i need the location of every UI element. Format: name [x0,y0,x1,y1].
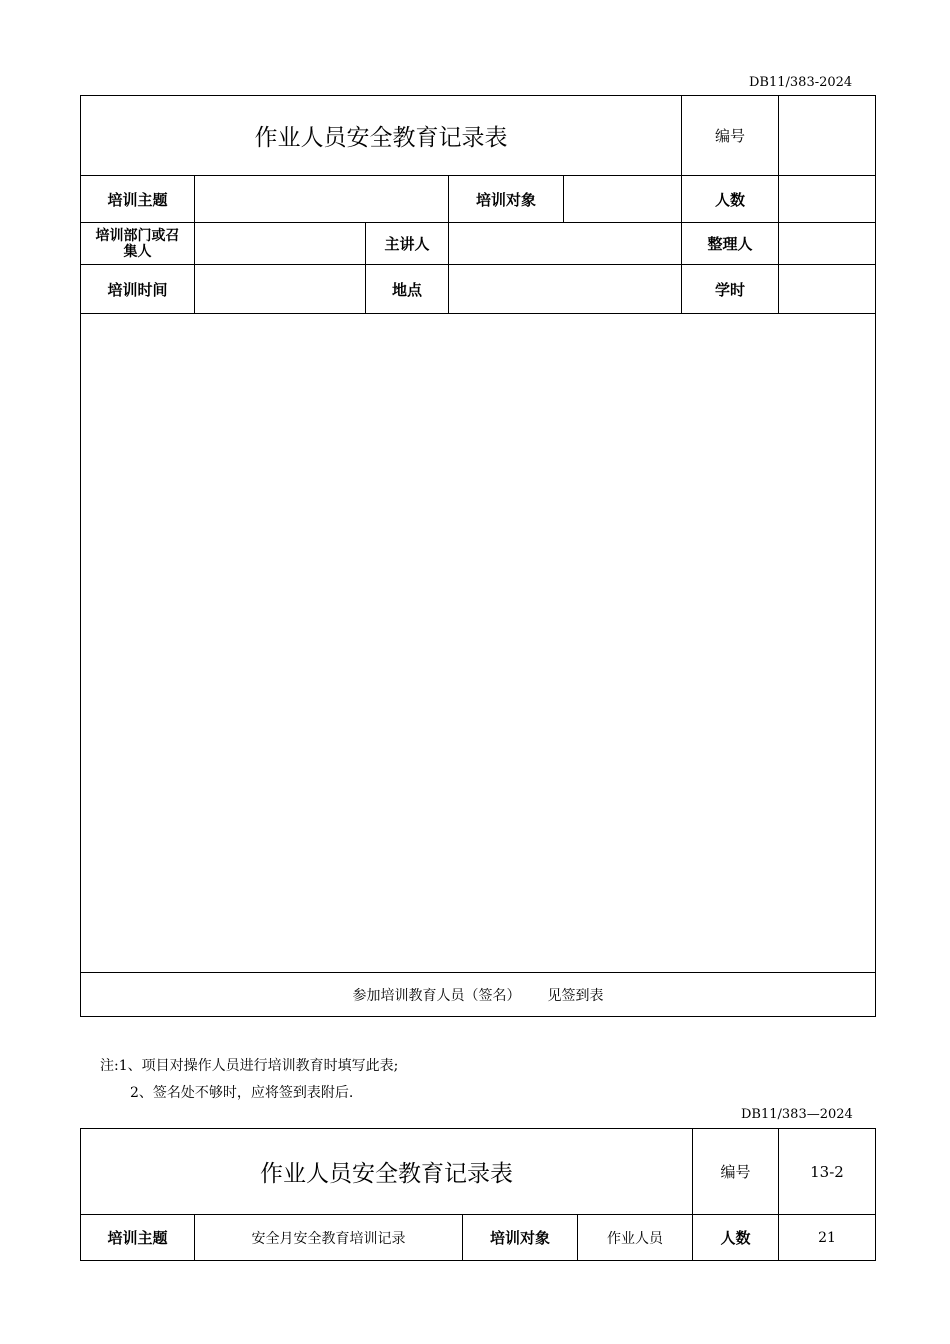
content-area[interactable] [81,314,876,973]
number-label: 编号 [682,96,779,176]
document-code-2: DB11/383—2024 [741,1107,853,1122]
target-value-2[interactable]: 作业人员 [578,1215,693,1261]
organizer-label: 整理人 [682,223,779,265]
topic-label: 培训主题 [81,176,195,223]
signature-value: 见签到表 [547,987,604,1004]
document-code: DB11/383-2024 [749,75,853,90]
topic-label-2: 培训主题 [81,1215,195,1261]
number-label-2: 编号 [693,1129,779,1215]
target-label: 培训对象 [449,176,564,223]
target-label-2: 培训对象 [463,1215,578,1261]
form-title: 作业人员安全教育记录表 [81,96,682,176]
form-title-2: 作业人员安全教育记录表 [81,1129,693,1215]
target-value[interactable] [564,176,682,223]
speaker-label: 主讲人 [366,223,449,265]
note-1: 注:1、项目对操作人员进行培训教育时填写此表; [100,1058,399,1074]
safety-education-form [80,95,876,1017]
topic-value-2[interactable]: 安全月安全教育培训记录 [195,1215,463,1261]
hours-label: 学时 [682,265,779,314]
count-value-2[interactable]: 21 [779,1215,876,1261]
note-2: 2、签名处不够时，应将签到表附后. [130,1085,354,1101]
count-value[interactable] [779,176,876,223]
count-label-2: 人数 [693,1215,779,1261]
number-value-2[interactable]: 13-2 [779,1129,876,1215]
number-value[interactable] [779,96,876,176]
notes [100,1053,398,1107]
place-value[interactable] [449,265,682,314]
hours-value[interactable] [779,265,876,314]
speaker-value[interactable] [449,223,682,265]
signature-label: 参加培训教育人员（签名） [352,987,521,1004]
dept-label [81,223,195,265]
time-label: 培训时间 [81,265,195,314]
time-value[interactable] [195,265,366,314]
safety-education-form-2 [80,1128,876,1261]
topic-value[interactable] [195,176,449,223]
dept-label-text: 培训部门或召集人 [95,227,180,260]
organizer-value[interactable] [779,223,876,265]
signature-row [81,973,876,1017]
place-label: 地点 [366,265,449,314]
dept-value[interactable] [195,223,366,265]
count-label: 人数 [682,176,779,223]
